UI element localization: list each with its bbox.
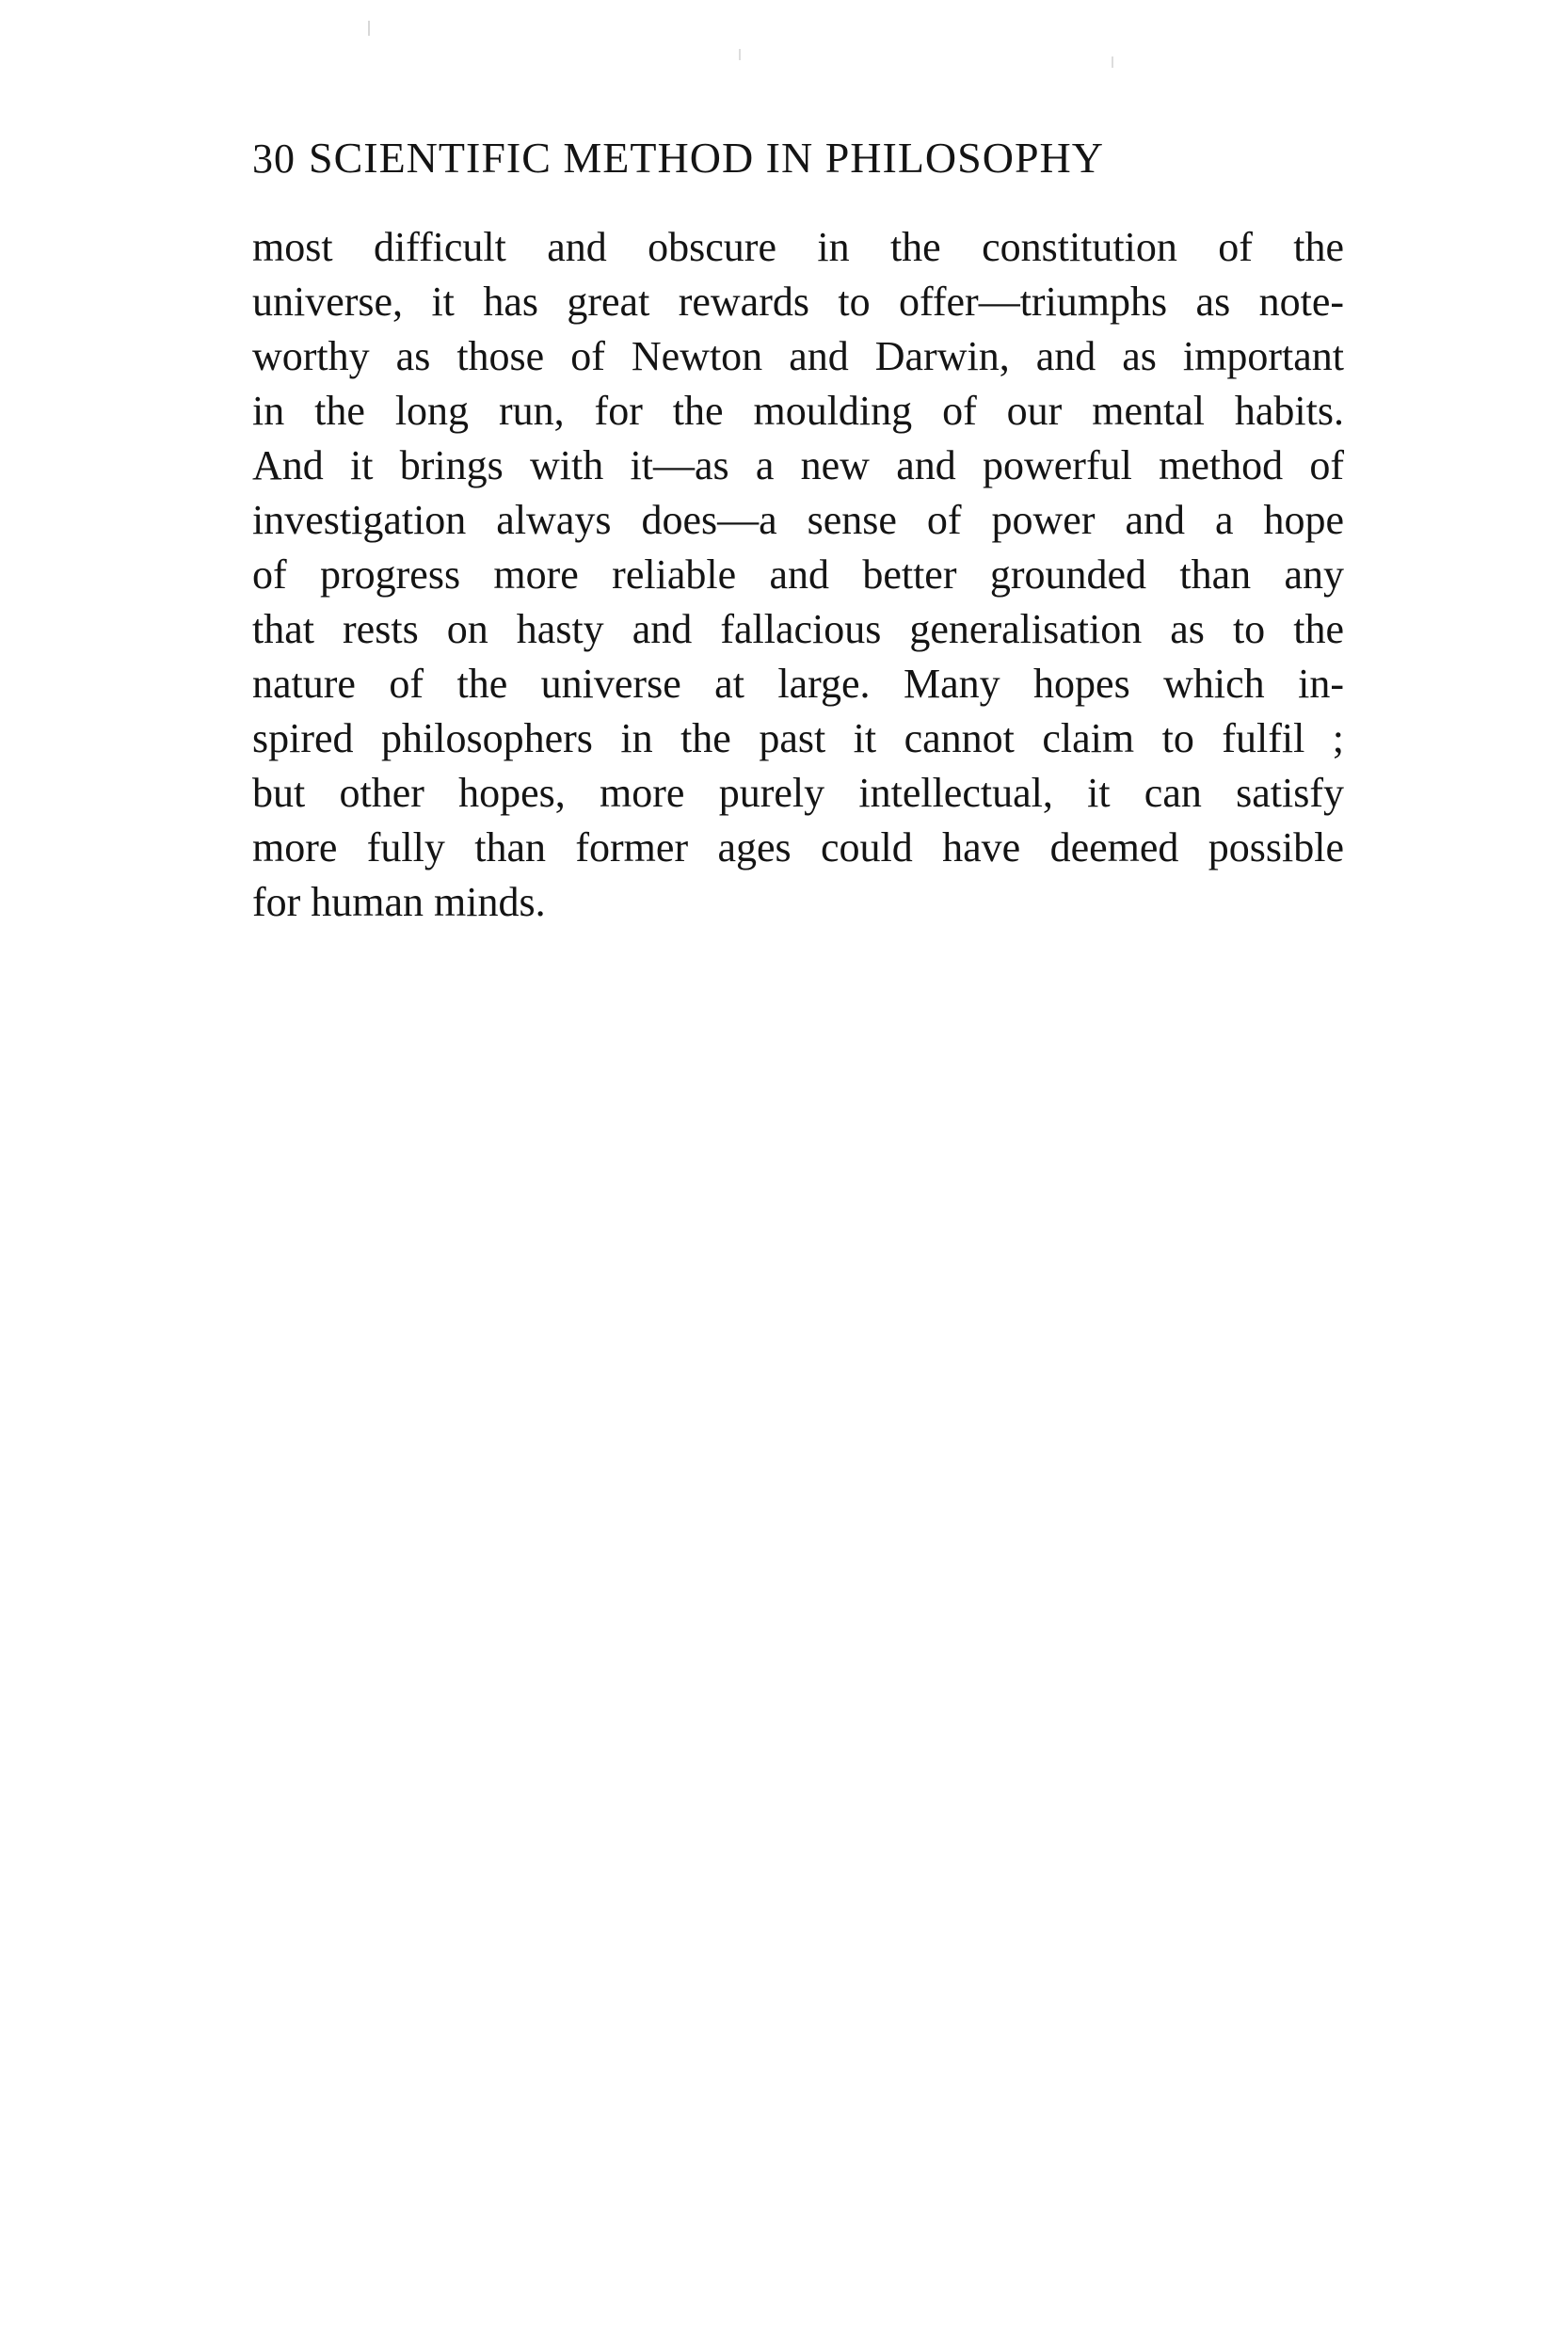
text-line: most difficult and obscure in the constitution of the bbox=[252, 224, 1344, 270]
text-line: nature of the universe at large. Many hopes which in- bbox=[252, 661, 1344, 707]
running-title: SCIENTIFIC METHOD IN PHILOSOPHY bbox=[309, 134, 1104, 182]
text-line: And it brings with it—as a new and powerful method of bbox=[252, 442, 1344, 488]
text-line: spired philosophers in the past it cannot claim to fulfil ; bbox=[252, 715, 1344, 761]
page-number: 30 bbox=[252, 136, 296, 182]
text-line: worthy as those of Newton and Darwin, and as important bbox=[252, 333, 1344, 379]
text-line: for human minds. bbox=[252, 879, 546, 925]
running-header bbox=[252, 130, 1344, 187]
scan-speck bbox=[368, 21, 370, 36]
text-line: in the long run, for the moulding of our mental habits. bbox=[252, 388, 1344, 434]
text-line: that rests on hasty and fallacious generalisation as to the bbox=[252, 606, 1344, 652]
text-line: more fully than former ages could have deemed possible bbox=[252, 824, 1344, 871]
text-line: investigation always does—a sense of power and a hope bbox=[252, 497, 1344, 543]
text-line: universe, it has great rewards to offer—triumphs as note- bbox=[252, 279, 1344, 325]
scan-speck bbox=[1112, 56, 1113, 68]
text-line: of progress more reliable and better grounded than any bbox=[252, 551, 1344, 598]
body-paragraph bbox=[252, 220, 1344, 930]
text-line: but other hopes, more purely intellectual, it can satisfy bbox=[252, 770, 1344, 816]
scan-speck bbox=[739, 49, 741, 60]
